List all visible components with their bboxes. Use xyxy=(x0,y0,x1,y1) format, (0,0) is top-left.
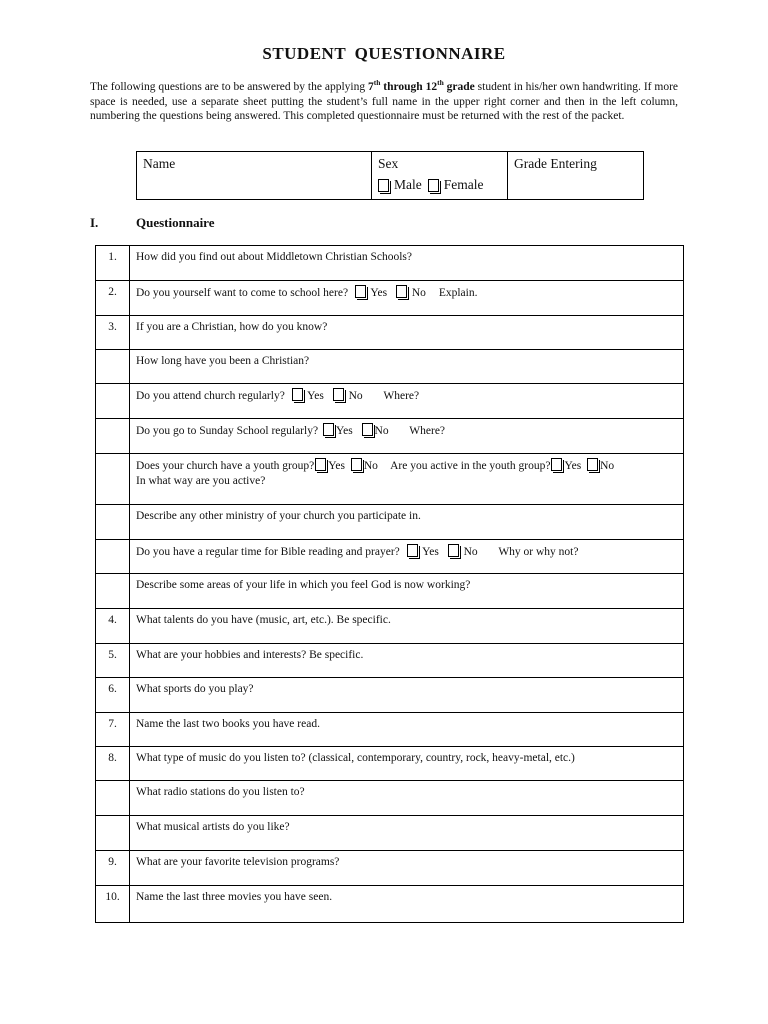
question-row xyxy=(96,505,684,540)
question-number xyxy=(96,419,130,454)
no-label: No xyxy=(348,390,363,402)
question-text[interactable] xyxy=(130,281,684,316)
grade-word: grade xyxy=(443,81,475,93)
question-label: What sports do you play? xyxy=(136,683,254,695)
question-label: What type of music do you listen to? (classical, contemporary, country, rock, heavy-metal, etc.) xyxy=(136,752,575,764)
question-row xyxy=(96,816,684,851)
question-number xyxy=(96,454,130,505)
question-number xyxy=(96,540,130,574)
question-text[interactable] xyxy=(130,609,684,644)
female-checkbox[interactable] xyxy=(428,179,439,192)
question-text[interactable] xyxy=(130,384,684,419)
grade-end-suffix: th xyxy=(437,78,444,88)
question-row xyxy=(96,781,684,816)
no-label: No xyxy=(374,425,389,437)
question-number: 6. xyxy=(96,678,130,713)
question-row xyxy=(96,747,684,781)
yes-label: Yes xyxy=(370,287,388,299)
yes-checkbox[interactable] xyxy=(292,388,303,401)
question-row xyxy=(96,350,684,384)
instructions-text: The following questions are to be answered by the applying xyxy=(90,81,368,93)
grade-start-suffix: th xyxy=(373,78,381,88)
question-number xyxy=(96,816,130,851)
question-label: What are your hobbies and interests? Be specific. xyxy=(136,649,364,661)
yes-label: Yes xyxy=(335,425,353,437)
question-label: Do you go to Sunday School regularly? xyxy=(136,425,319,437)
sex-field xyxy=(372,152,508,199)
question-row xyxy=(96,246,684,281)
yes-checkbox[interactable] xyxy=(323,423,334,436)
yes-checkbox[interactable] xyxy=(355,285,366,298)
where-label: Where? xyxy=(383,390,420,402)
yes-checkbox[interactable] xyxy=(551,458,562,471)
question-label: Do you yourself want to come to school here? xyxy=(136,287,349,299)
question-text[interactable] xyxy=(130,574,684,609)
question-label: Do you have a regular time for Bible reading and prayer? xyxy=(136,546,400,558)
where-label: Where? xyxy=(409,425,446,437)
question-label: In what way are you active? xyxy=(136,475,266,487)
instructions-text-rest: student in his/her own handwriting. If more space is needed, use a separate sheet putting the student’s full name in the upper right corner and then in the left column, numbering the questions being answered. This completed questionnaire must be returned with the rest of the packet. xyxy=(90,81,678,122)
question-text[interactable] xyxy=(130,454,684,505)
question-number xyxy=(96,781,130,816)
no-checkbox[interactable] xyxy=(587,458,598,471)
question-label: Describe any other ministry of your church you participate in. xyxy=(136,510,421,522)
question-text[interactable] xyxy=(130,316,684,350)
section-number: I. xyxy=(90,215,99,230)
no-checkbox[interactable] xyxy=(396,285,407,298)
no-label: No xyxy=(363,460,378,472)
question-label: What are your favorite television programs? xyxy=(136,856,340,868)
question-row xyxy=(96,574,684,609)
female-label: Female xyxy=(443,177,484,192)
yes-label: Yes xyxy=(307,390,324,402)
grade-range xyxy=(367,78,475,93)
grade-start: 7 xyxy=(367,81,374,93)
question-number xyxy=(96,505,130,540)
question-label: How did you find out about Middletown Christian Schools? xyxy=(136,251,412,263)
question-text[interactable] xyxy=(130,678,684,713)
question-label: What talents do you have (music, art, etc.). Be specific. xyxy=(136,614,391,626)
question-row xyxy=(96,678,684,713)
no-checkbox[interactable] xyxy=(362,423,373,436)
name-label: Name xyxy=(143,156,176,171)
male-label: Male xyxy=(394,177,422,192)
question-number: 9. xyxy=(96,851,130,886)
male-checkbox[interactable] xyxy=(378,179,389,192)
question-row xyxy=(96,454,684,505)
question-label: What radio stations do you listen to? xyxy=(136,786,305,798)
question-text[interactable] xyxy=(130,713,684,747)
grade-entering-label: Grade Entering xyxy=(514,156,597,171)
question-row xyxy=(96,886,684,923)
question-row xyxy=(96,316,684,350)
question-text[interactable] xyxy=(130,816,684,851)
section-heading xyxy=(90,215,215,231)
question-label: Describe some areas of your life in which you feel God is now working? xyxy=(136,579,471,591)
grade-through: through 12 xyxy=(380,81,438,93)
question-text[interactable] xyxy=(130,505,684,540)
question-row xyxy=(96,384,684,419)
student-info-box xyxy=(136,151,644,200)
question-row xyxy=(96,281,684,316)
question-number xyxy=(96,384,130,419)
instructions-paragraph xyxy=(90,80,678,124)
question-label: Name the last two books you have read. xyxy=(136,718,320,730)
yes-label: Yes xyxy=(328,460,345,472)
section-title: Questionnaire xyxy=(136,215,215,230)
question-number: 10. xyxy=(96,886,130,923)
question-text[interactable] xyxy=(130,851,684,886)
question-number xyxy=(96,350,130,384)
question-label: If you are a Christian, how do you know? xyxy=(136,321,328,333)
question-text[interactable] xyxy=(130,781,684,816)
question-number: 2. xyxy=(96,281,130,316)
question-number xyxy=(96,574,130,609)
question-row xyxy=(96,644,684,678)
question-row xyxy=(96,851,684,886)
no-label: No xyxy=(463,546,478,558)
question-label: What musical artists do you like? xyxy=(136,821,290,833)
name-field[interactable] xyxy=(137,152,372,199)
question-label: Name the last three movies you have seen. xyxy=(136,891,333,903)
question-label: Are you active in the youth group? xyxy=(390,460,551,472)
question-row xyxy=(96,609,684,644)
why-label: Why or why not? xyxy=(498,546,579,558)
questionnaire-table xyxy=(95,245,684,923)
question-text[interactable] xyxy=(130,246,684,281)
question-label: Do you attend church regularly? xyxy=(136,390,285,402)
question-text[interactable] xyxy=(130,350,684,384)
question-label: How long have you been a Christian? xyxy=(136,355,310,367)
question-row xyxy=(96,713,684,747)
question-number: 4. xyxy=(96,609,130,644)
question-label: Does your church have a youth group? xyxy=(136,460,315,472)
question-text[interactable] xyxy=(130,886,684,923)
question-text[interactable] xyxy=(130,540,684,574)
grade-entering-field[interactable] xyxy=(508,152,643,199)
yes-label: Yes xyxy=(564,460,582,472)
yes-label: Yes xyxy=(422,546,439,558)
question-number: 7. xyxy=(96,713,130,747)
no-label: No xyxy=(600,460,615,472)
yes-checkbox[interactable] xyxy=(315,458,326,471)
explain-label: Explain. xyxy=(438,287,478,299)
no-checkbox[interactable] xyxy=(351,458,362,471)
no-checkbox[interactable] xyxy=(333,388,344,401)
question-text[interactable] xyxy=(130,644,684,678)
no-checkbox[interactable] xyxy=(448,544,459,557)
question-text[interactable] xyxy=(130,747,684,781)
question-row xyxy=(96,419,684,454)
page-title: STUDENT QUESTIONNAIRE xyxy=(262,44,506,63)
no-label: No xyxy=(411,287,426,299)
question-number: 1. xyxy=(96,246,130,281)
yes-checkbox[interactable] xyxy=(407,544,418,557)
question-row xyxy=(96,540,684,574)
question-number: 5. xyxy=(96,644,130,678)
sex-label: Sex xyxy=(378,156,399,171)
question-number: 3. xyxy=(96,316,130,350)
question-text[interactable] xyxy=(130,419,684,454)
question-number: 8. xyxy=(96,747,130,781)
